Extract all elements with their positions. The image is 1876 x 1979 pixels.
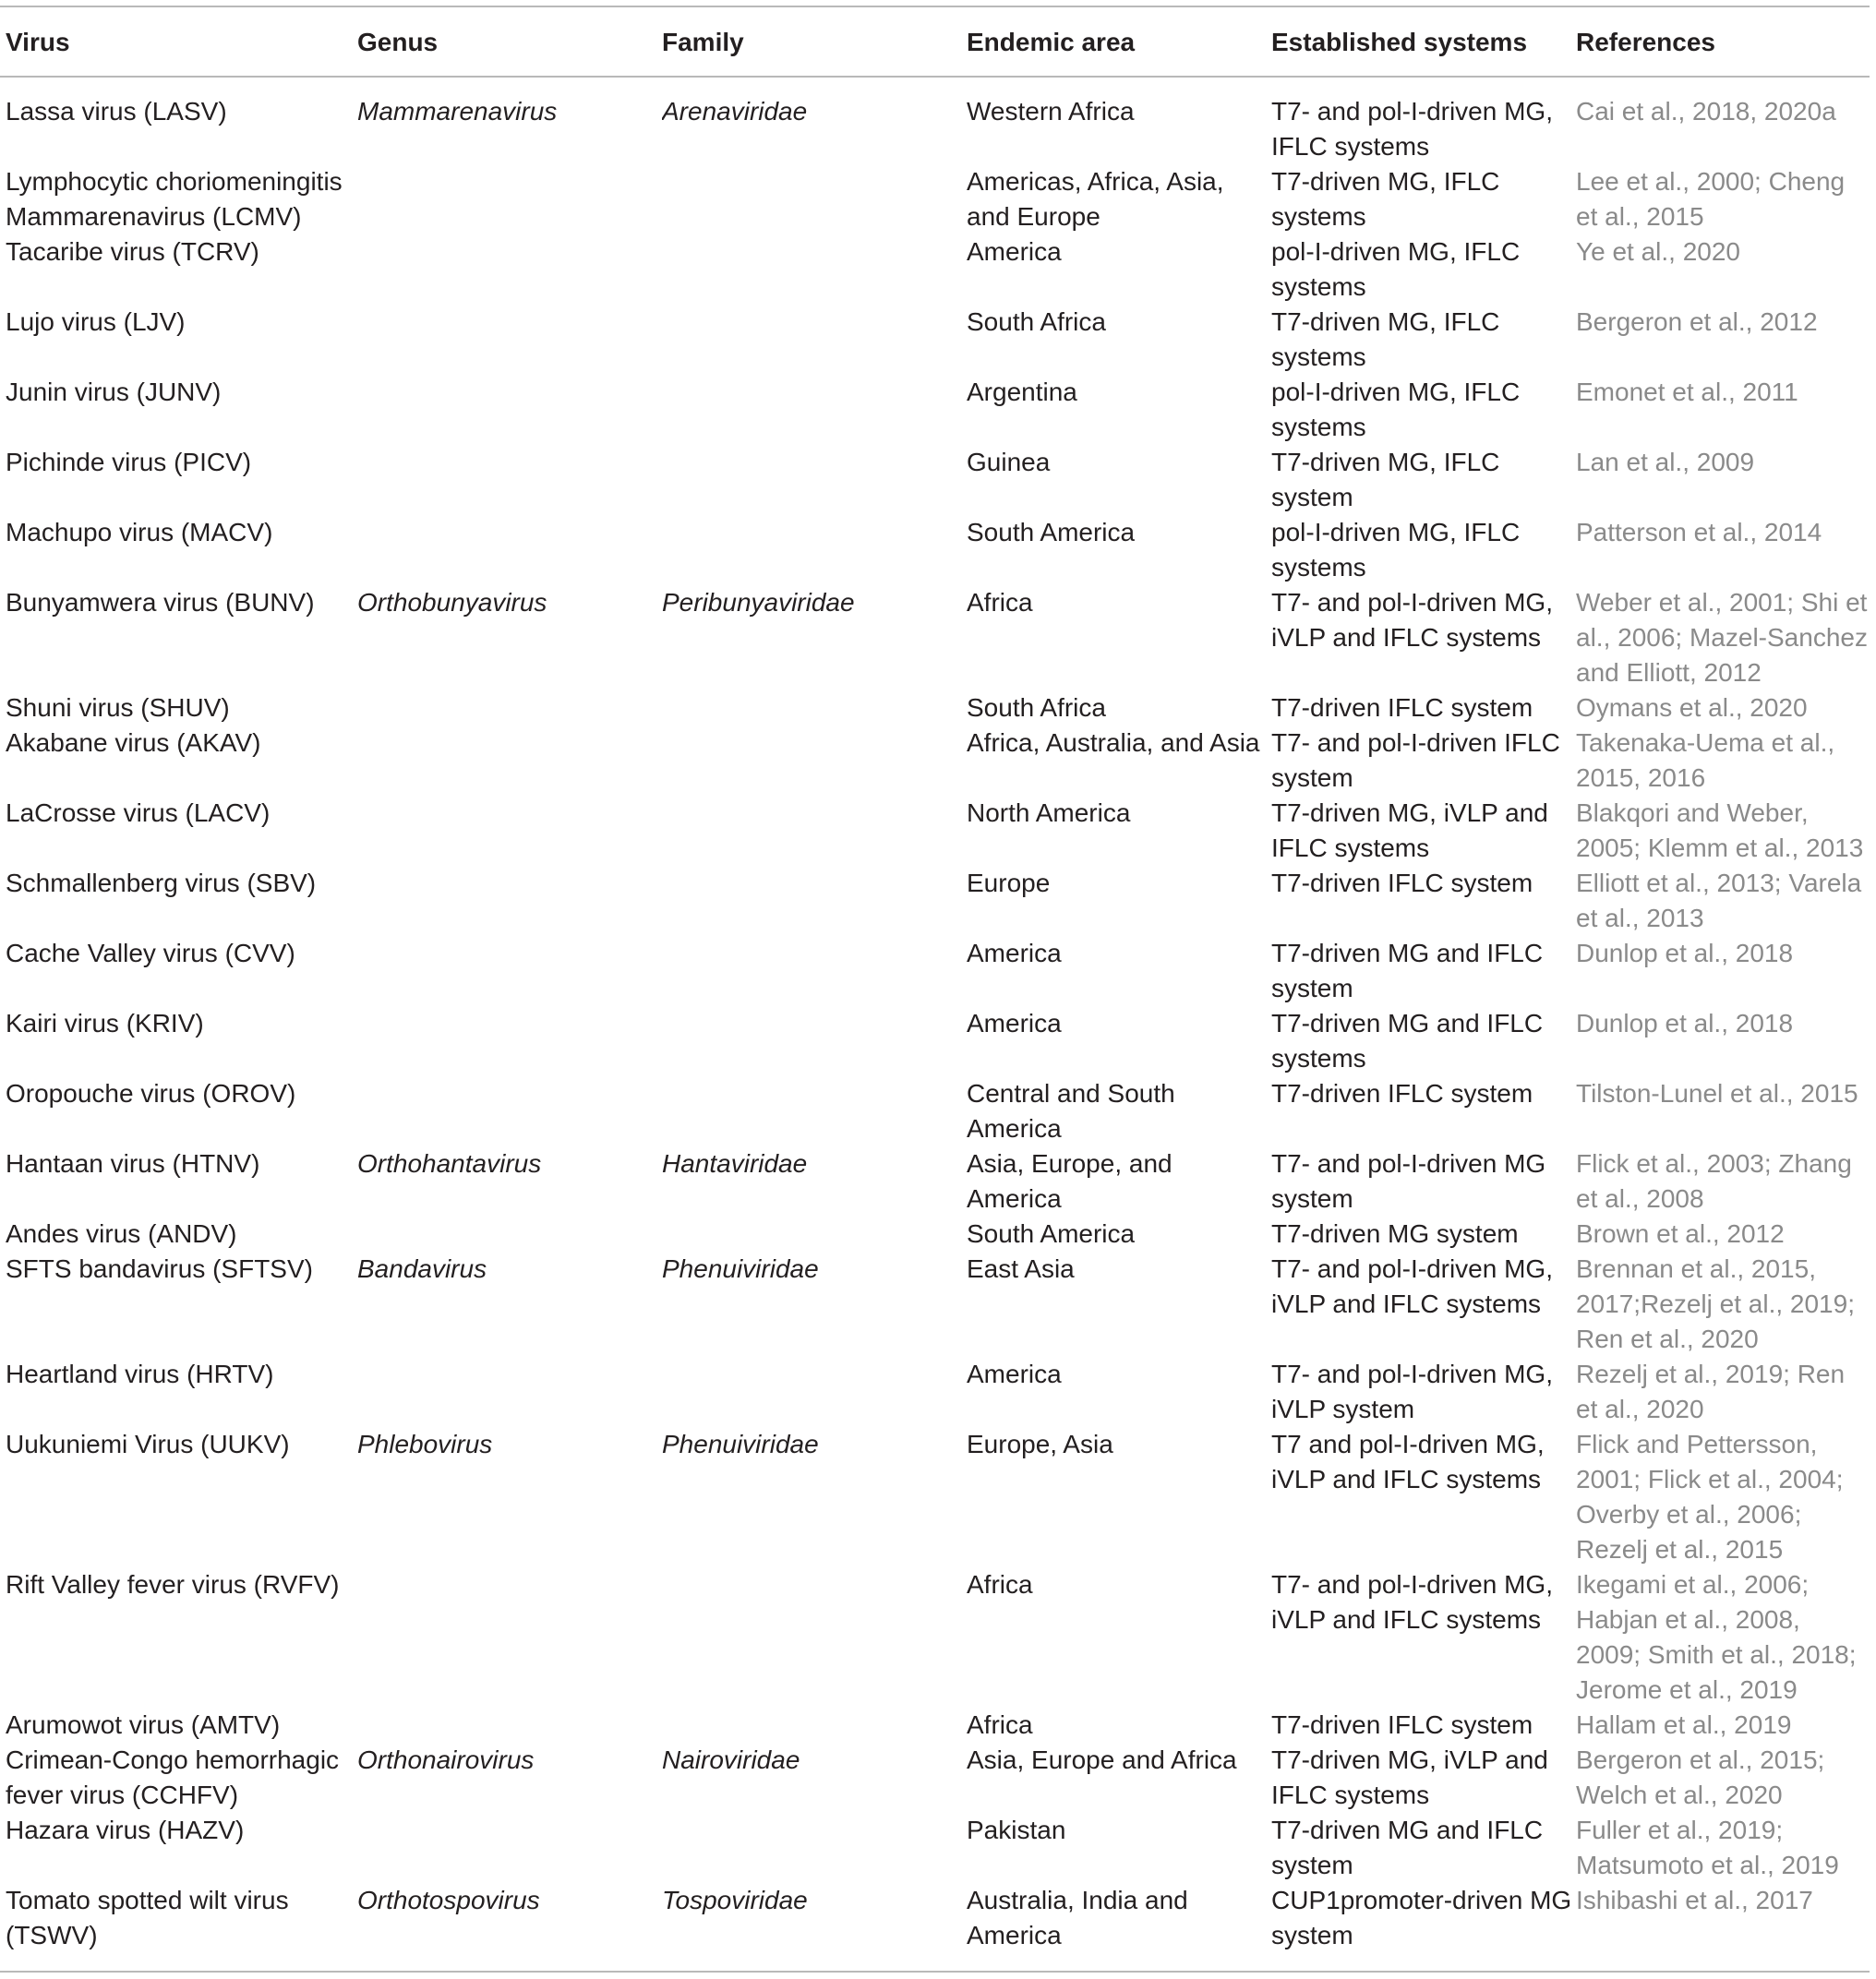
family-cell xyxy=(662,515,967,585)
references-cell: Fuller et al., 2019; Matsumoto et al., 2019 xyxy=(1576,1816,1839,1879)
established-systems-cell: pol-I-driven MG, IFLC systems xyxy=(1271,237,1521,301)
virus-cell: Lassa virus (LASV) xyxy=(6,97,227,126)
virus-cell: Bunyamwera virus (BUNV) xyxy=(6,588,315,617)
references-cell: Ye et al., 2020 xyxy=(1576,237,1741,266)
endemic-area-cell: South America xyxy=(967,1219,1136,1248)
established-systems-cell: pol-I-driven MG, IFLC systems xyxy=(1271,518,1521,582)
endemic-area-cell: Asia, Europe, and America xyxy=(967,1149,1172,1213)
genus-cell xyxy=(357,305,662,375)
family-cell: Arenaviridae xyxy=(662,97,808,126)
established-systems-cell: T7- and pol-I-driven MG, IFLC systems xyxy=(1271,97,1553,161)
family-cell xyxy=(662,1357,967,1427)
references-cell: Tilston-Lunel et al., 2015 xyxy=(1576,1079,1858,1108)
table-row xyxy=(0,305,1870,375)
references-cell: Blakqori and Weber, 2005; Klemm et al., 2013 xyxy=(1576,798,1864,862)
references-cell: Oymans et al., 2020 xyxy=(1576,693,1808,722)
genus-cell: Phlebovirus xyxy=(357,1430,493,1458)
family-cell xyxy=(662,1076,967,1146)
family-cell: Tospoviridae xyxy=(662,1886,808,1914)
genus-cell: Orthonairovirus xyxy=(357,1745,535,1774)
references-cell: Brennan et al., 2015, 2017;Rezelj et al., 2019; Ren et al., 2020 xyxy=(1576,1254,1855,1353)
virus-cell: Junin virus (JUNV) xyxy=(6,378,222,406)
established-systems-cell: T7- and pol-I-driven IFLC system xyxy=(1271,728,1560,792)
table-row xyxy=(0,1217,1870,1252)
family-cell xyxy=(662,1708,967,1743)
references-cell: Dunlop et al., 2018 xyxy=(1576,939,1794,967)
established-systems-cell: T7-driven MG, iVLP and IFLC systems xyxy=(1271,798,1548,862)
virus-cell: Kairi virus (KRIV) xyxy=(6,1009,204,1037)
family-cell xyxy=(662,1813,967,1883)
virus-cell: Schmallenberg virus (SBV) xyxy=(6,869,317,897)
table-row xyxy=(0,1252,1870,1357)
column-header-virus: Virus xyxy=(6,28,70,56)
genus-cell: Mammarenavirus xyxy=(357,97,558,126)
genus-cell xyxy=(357,1006,662,1076)
genus-cell xyxy=(357,690,662,726)
table-row xyxy=(0,515,1870,585)
family-cell xyxy=(662,1567,967,1708)
virus-cell: Hantaan virus (HTNV) xyxy=(6,1149,260,1178)
references-cell: Brown et al., 2012 xyxy=(1576,1219,1785,1248)
established-systems-cell: T7-driven MG system xyxy=(1271,1219,1519,1248)
genus-cell xyxy=(357,726,662,796)
virus-cell: Crimean-Congo hemorrhagic fever virus (CCHFV) xyxy=(6,1745,340,1809)
endemic-area-cell: North America xyxy=(967,798,1131,827)
virus-cell: Tacaribe virus (TCRV) xyxy=(6,237,259,266)
endemic-area-cell: America xyxy=(967,1009,1062,1037)
references-cell: Hallam et al., 2019 xyxy=(1576,1710,1792,1739)
family-cell xyxy=(662,796,967,866)
family-cell xyxy=(662,305,967,375)
virus-cell: Pichinde virus (PICV) xyxy=(6,448,252,476)
established-systems-cell: T7- and pol-I-driven MG, iVLP system xyxy=(1271,1360,1553,1423)
endemic-area-cell: Europe, Asia xyxy=(967,1430,1113,1458)
genus-cell xyxy=(357,164,662,234)
family-cell xyxy=(662,234,967,305)
established-systems-cell: T7- and pol-I-driven MG, iVLP and IFLC systems xyxy=(1271,588,1553,652)
endemic-area-cell: Africa xyxy=(967,1570,1033,1599)
family-cell xyxy=(662,726,967,796)
genus-cell: Orthotospovirus xyxy=(357,1886,540,1914)
references-cell: Rezelj et al., 2019; Ren et al., 2020 xyxy=(1576,1360,1846,1423)
virus-cell: Arumowot virus (AMTV) xyxy=(6,1710,281,1739)
endemic-area-cell: Pakistan xyxy=(967,1816,1066,1844)
virus-cell: Hazara virus (HAZV) xyxy=(6,1816,245,1844)
table-row xyxy=(0,1076,1870,1146)
virus-cell: Akabane virus (AKAV) xyxy=(6,728,261,757)
family-cell: Phenuiviridae xyxy=(662,1430,819,1458)
family-cell xyxy=(662,164,967,234)
endemic-area-cell: Americas, Africa, Asia, and Europe xyxy=(967,167,1224,231)
virus-cell: Cache Valley virus (CVV) xyxy=(6,939,295,967)
endemic-area-cell: Africa xyxy=(967,588,1033,617)
family-cell: Peribunyaviridae xyxy=(662,588,855,617)
established-systems-cell: T7-driven MG and IFLC systems xyxy=(1271,1009,1544,1073)
endemic-area-cell: Asia, Europe and Africa xyxy=(967,1745,1237,1774)
endemic-area-cell: America xyxy=(967,237,1062,266)
genus-cell xyxy=(357,1076,662,1146)
family-cell xyxy=(662,1217,967,1252)
table-row xyxy=(0,234,1870,305)
established-systems-cell: pol-I-driven MG, IFLC systems xyxy=(1271,378,1521,441)
column-header-references: References xyxy=(1576,28,1715,56)
endemic-area-cell: Africa xyxy=(967,1710,1033,1739)
genus-cell xyxy=(357,375,662,445)
endemic-area-cell: Guinea xyxy=(967,448,1051,476)
bottom-rule xyxy=(0,1971,1870,1973)
endemic-area-cell: South Africa xyxy=(967,693,1106,722)
table-row xyxy=(0,94,1870,164)
established-systems-cell: T7-driven IFLC system xyxy=(1271,869,1533,897)
references-cell: Takenaka-Uema et al., 2015, 2016 xyxy=(1576,728,1835,792)
table-row xyxy=(0,375,1870,445)
endemic-area-cell: Australia, India and America xyxy=(967,1886,1188,1949)
family-cell xyxy=(662,1006,967,1076)
references-cell: Elliott et al., 2013; Varela et al., 2013 xyxy=(1576,869,1862,932)
genus-cell xyxy=(357,796,662,866)
established-systems-cell: T7-driven IFLC system xyxy=(1271,1710,1533,1739)
genus-cell xyxy=(357,1357,662,1427)
family-cell: Hantaviridae xyxy=(662,1149,808,1178)
references-cell: Bergeron et al., 2015; Welch et al., 2020 xyxy=(1576,1745,1825,1809)
references-cell: Emonet et al., 2011 xyxy=(1576,378,1798,406)
references-cell: Bergeron et al., 2012 xyxy=(1576,307,1818,336)
established-systems-cell: T7-driven IFLC system xyxy=(1271,1079,1533,1108)
established-systems-cell: T7- and pol-I-driven MG system xyxy=(1271,1149,1546,1213)
table-row xyxy=(0,1357,1870,1427)
genus-cell xyxy=(357,936,662,1006)
established-systems-cell: T7-driven MG, IFLC systems xyxy=(1271,167,1500,231)
column-header-endemic-area: Endemic area xyxy=(967,28,1136,56)
virus-cell: Andes virus (ANDV) xyxy=(6,1219,237,1248)
endemic-area-cell: America xyxy=(967,939,1062,967)
genus-cell xyxy=(357,1813,662,1883)
endemic-area-cell: Europe xyxy=(967,869,1051,897)
table-row xyxy=(0,164,1870,234)
established-systems-cell: T7- and pol-I-driven MG, iVLP and IFLC systems xyxy=(1271,1570,1553,1634)
genus-cell xyxy=(357,234,662,305)
family-cell xyxy=(662,375,967,445)
virus-systems-table xyxy=(0,94,1870,1953)
table-row xyxy=(0,1427,1870,1567)
virus-cell: Rift Valley fever virus (RVFV) xyxy=(6,1570,340,1599)
table-row xyxy=(0,1146,1870,1217)
genus-cell: Bandavirus xyxy=(357,1254,487,1283)
references-cell: Flick et al., 2003; Zhang et al., 2008 xyxy=(1576,1149,1852,1213)
established-systems-cell: T7-driven MG and IFLC system xyxy=(1271,1816,1544,1879)
endemic-area-cell: South Africa xyxy=(967,307,1106,336)
table-row xyxy=(0,1006,1870,1076)
virus-cell: Uukuniemi Virus (UUKV) xyxy=(6,1430,290,1458)
references-cell: Flick and Pettersson, 2001; Flick et al., 2004; Overby et al., 2006; Rezelj et al., 2015 xyxy=(1576,1430,1844,1564)
genus-cell xyxy=(357,445,662,515)
family-cell xyxy=(662,866,967,936)
column-header-genus: Genus xyxy=(357,28,439,56)
references-cell: Lee et al., 2000; Cheng et al., 2015 xyxy=(1576,167,1846,231)
virus-cell: Machupo virus (MACV) xyxy=(6,518,273,546)
virus-cell: Heartland virus (HRTV) xyxy=(6,1360,274,1388)
endemic-area-cell: America xyxy=(967,1360,1062,1388)
family-cell: Nairoviridae xyxy=(662,1745,800,1774)
endemic-area-cell: Argentina xyxy=(967,378,1077,406)
family-cell xyxy=(662,445,967,515)
established-systems-cell: T7-driven MG and IFLC system xyxy=(1271,939,1544,1002)
table-row xyxy=(0,585,1870,690)
established-systems-cell: T7-driven MG, IFLC system xyxy=(1271,448,1500,511)
genus-cell xyxy=(357,1217,662,1252)
genus-cell xyxy=(357,866,662,936)
established-systems-cell: T7-driven MG, iVLP and IFLC systems xyxy=(1271,1745,1548,1809)
established-systems-cell: T7 and pol-I-driven MG, iVLP and IFLC systems xyxy=(1271,1430,1545,1493)
virus-cell: Lujo virus (LJV) xyxy=(6,307,186,336)
virus-cell: LaCrosse virus (LACV) xyxy=(6,798,271,827)
references-cell: Lan et al., 2009 xyxy=(1576,448,1755,476)
family-cell xyxy=(662,936,967,1006)
established-systems-cell: T7-driven MG, IFLC systems xyxy=(1271,307,1500,371)
established-systems-cell: T7-driven IFLC system xyxy=(1271,693,1533,722)
genus-cell: Orthohantavirus xyxy=(357,1149,542,1178)
genus-cell xyxy=(357,1708,662,1743)
established-systems-cell: CUP1promoter-driven MG system xyxy=(1271,1886,1572,1949)
table-row xyxy=(0,866,1870,936)
references-cell: Ikegami et al., 2006; Habjan et al., 2008, 2009; Smith et al., 2018; Jerome et al., 2019 xyxy=(1576,1570,1857,1704)
column-header-family: Family xyxy=(662,28,744,56)
top-rule xyxy=(0,6,1870,7)
virus-cell: Lymphocytic choriomeningitis Mammarenavirus (LCMV) xyxy=(6,167,343,231)
genus-cell xyxy=(357,515,662,585)
table-row xyxy=(0,1708,1870,1743)
family-cell: Phenuiviridae xyxy=(662,1254,819,1283)
genus-cell xyxy=(357,1567,662,1708)
table-row xyxy=(0,726,1870,796)
table-row xyxy=(0,1813,1870,1883)
references-cell: Ishibashi et al., 2017 xyxy=(1576,1886,1813,1914)
genus-cell: Orthobunyavirus xyxy=(357,588,547,617)
family-cell xyxy=(662,690,967,726)
endemic-area-cell: Western Africa xyxy=(967,97,1135,126)
header-rule xyxy=(0,76,1870,78)
table-row xyxy=(0,936,1870,1006)
column-header-established-systems: Established systems xyxy=(1271,28,1528,56)
table-row xyxy=(0,1567,1870,1708)
endemic-area-cell: Africa, Australia, and Asia xyxy=(967,728,1260,757)
table-row xyxy=(0,445,1870,515)
references-cell: Cai et al., 2018, 2020a xyxy=(1576,97,1836,126)
virus-cell: SFTS bandavirus (SFTSV) xyxy=(6,1254,313,1283)
virus-cell: Oropouche virus (OROV) xyxy=(6,1079,296,1108)
table-row xyxy=(0,690,1870,726)
table-row xyxy=(0,1743,1870,1813)
table-row xyxy=(0,1883,1870,1953)
table-row xyxy=(0,796,1870,866)
references-cell: Patterson et al., 2014 xyxy=(1576,518,1822,546)
endemic-area-cell: East Asia xyxy=(967,1254,1075,1283)
endemic-area-cell: Central and South America xyxy=(967,1079,1175,1143)
references-cell: Dunlop et al., 2018 xyxy=(1576,1009,1794,1037)
established-systems-cell: T7- and pol-I-driven MG, iVLP and IFLC systems xyxy=(1271,1254,1553,1318)
virus-cell: Shuni virus (SHUV) xyxy=(6,693,230,722)
virus-cell: Tomato spotted wilt virus (TSWV) xyxy=(6,1886,289,1949)
references-cell: Weber et al., 2001; Shi et al., 2006; Mazel-Sanchez and Elliott, 2012 xyxy=(1576,588,1868,687)
endemic-area-cell: South America xyxy=(967,518,1136,546)
